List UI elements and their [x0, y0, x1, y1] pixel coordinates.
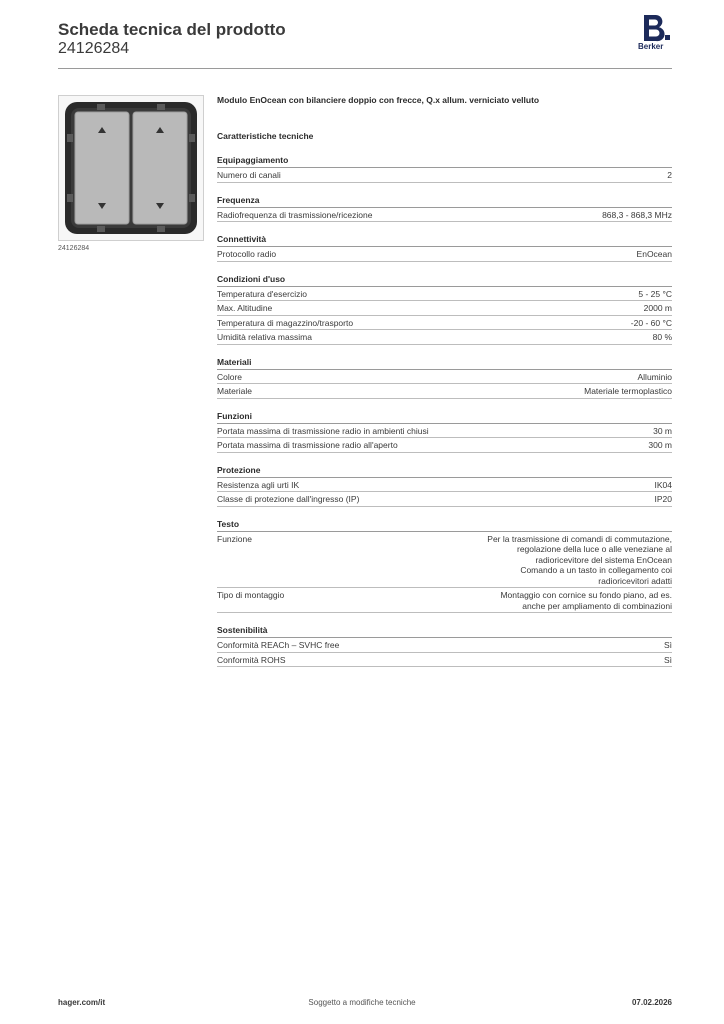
- spec-label: Portata massima di trasmissione radio in ambienti chiusi: [217, 425, 429, 436]
- spec-section: [217, 193, 672, 223]
- spec-row: [217, 492, 672, 507]
- spec-row: [217, 301, 672, 316]
- spec-row: [217, 478, 672, 493]
- spec-row: [217, 384, 672, 399]
- spec-label: Resistenza agli urti IK: [217, 479, 300, 490]
- product-description: Modulo EnOcean con bilanciere doppio con frecce, Q.x allum. verniciato velluto: [217, 95, 540, 105]
- spec-value: 5 - 25 °C: [638, 288, 672, 299]
- spec-row: [217, 653, 672, 668]
- spec-value: Materiale termoplastico: [584, 386, 672, 396]
- spec-value: Sì: [663, 654, 672, 665]
- spec-value: IP20: [654, 494, 672, 504]
- spec-row: [217, 247, 672, 262]
- spec-label: Tipo di montaggio: [217, 590, 285, 600]
- section-title: Equipaggiamento: [217, 153, 672, 168]
- spec-row: [217, 287, 672, 302]
- spec-section: [217, 623, 672, 667]
- footer-website: hager.com/it: [58, 998, 106, 1007]
- spec-sections: [217, 153, 672, 667]
- spec-value: 30 m: [653, 425, 672, 436]
- product-image: [58, 95, 204, 241]
- spec-row: [217, 424, 672, 439]
- section-title: Materiali: [217, 355, 672, 370]
- spec-content: [217, 93, 672, 667]
- footer-date: 07.02.2026: [631, 998, 672, 1007]
- product-code: 24126284: [58, 40, 130, 57]
- spec-section: [217, 463, 672, 507]
- page-title: Scheda tecnica del prodotto: [58, 20, 286, 39]
- spec-value: -20 - 60 °C: [630, 317, 672, 328]
- section-title: Protezione: [217, 463, 672, 478]
- image-caption: 24126284: [58, 245, 90, 252]
- section-title: Sostenibilità: [217, 623, 672, 638]
- spec-label: Classe di protezione dall'ingresso (IP): [217, 494, 360, 504]
- spec-value: EnOcean: [636, 249, 672, 259]
- section-title: Funzioni: [217, 409, 672, 424]
- spec-label: Numero di canali: [217, 170, 281, 180]
- spec-section: [217, 355, 672, 399]
- spec-label: Temperatura d'esercizio: [217, 288, 307, 299]
- section-title: Testo: [217, 517, 672, 532]
- spec-label: Protocollo radio: [217, 249, 277, 259]
- spec-row: [217, 370, 672, 385]
- spec-label: Colore: [217, 371, 243, 382]
- spec-value: 868,3 - 868,3 MHz: [602, 209, 672, 220]
- tech-heading: Caratteristiche tecniche: [217, 131, 314, 141]
- header-divider: [58, 68, 672, 69]
- spec-label: Funzione: [217, 533, 252, 544]
- spec-row: [217, 330, 672, 345]
- spec-value: 2000 m: [643, 303, 672, 313]
- spec-value: Sì: [663, 640, 672, 650]
- spec-section: [217, 272, 672, 345]
- spec-label: Temperatura di magazzino/trasporto: [217, 317, 354, 328]
- spec-row: [217, 168, 672, 183]
- spec-value: Alluminio: [637, 371, 672, 382]
- brand-name: Berker: [638, 42, 664, 51]
- spec-value: IK04: [654, 479, 672, 490]
- spec-label: Radiofrequenza di trasmissione/ricezione: [217, 209, 373, 220]
- spec-row: [217, 316, 672, 331]
- spec-section: [217, 409, 672, 453]
- spec-row: [217, 638, 672, 653]
- spec-label: Conformità ROHS: [217, 654, 286, 665]
- spec-value: Per la trasmissione di comandi di commutazione, regolazione della luce o alle veneziane al radioricevitore del sistema EnOcean Comando a un tasto in collegamento coi radioricevitori adatti: [487, 533, 672, 586]
- footer-note: Soggetto a modifiche tecniche: [308, 998, 416, 1007]
- spec-label: Umidità relativa massima: [217, 332, 312, 342]
- section-title: Frequenza: [217, 193, 672, 208]
- spec-row: [217, 208, 672, 223]
- spec-value: 80 %: [652, 332, 672, 342]
- berker-b-icon: [638, 14, 676, 42]
- spec-section: [217, 153, 672, 183]
- spec-label: Conformità REACh – SVHC free: [217, 640, 340, 650]
- spec-label: Max. Altitudine: [217, 303, 273, 313]
- spec-value: 300 m: [648, 440, 672, 450]
- section-title: Connettività: [217, 232, 672, 247]
- spec-section: [217, 232, 672, 262]
- spec-row: [217, 588, 672, 613]
- spec-row: [217, 532, 672, 589]
- section-title: Condizioni d'uso: [217, 272, 672, 287]
- spec-section: [217, 517, 672, 614]
- berker-logo: [638, 14, 676, 54]
- switch-illustration: [59, 96, 203, 240]
- spec-row: [217, 438, 672, 453]
- spec-value: Montaggio con cornice su fondo piano, ad es. anche per ampliamento di combinazioni: [500, 590, 672, 611]
- spec-label: Materiale: [217, 386, 252, 396]
- spec-value: 2: [667, 170, 672, 180]
- spec-label: Portata massima di trasmissione radio all'aperto: [217, 440, 398, 450]
